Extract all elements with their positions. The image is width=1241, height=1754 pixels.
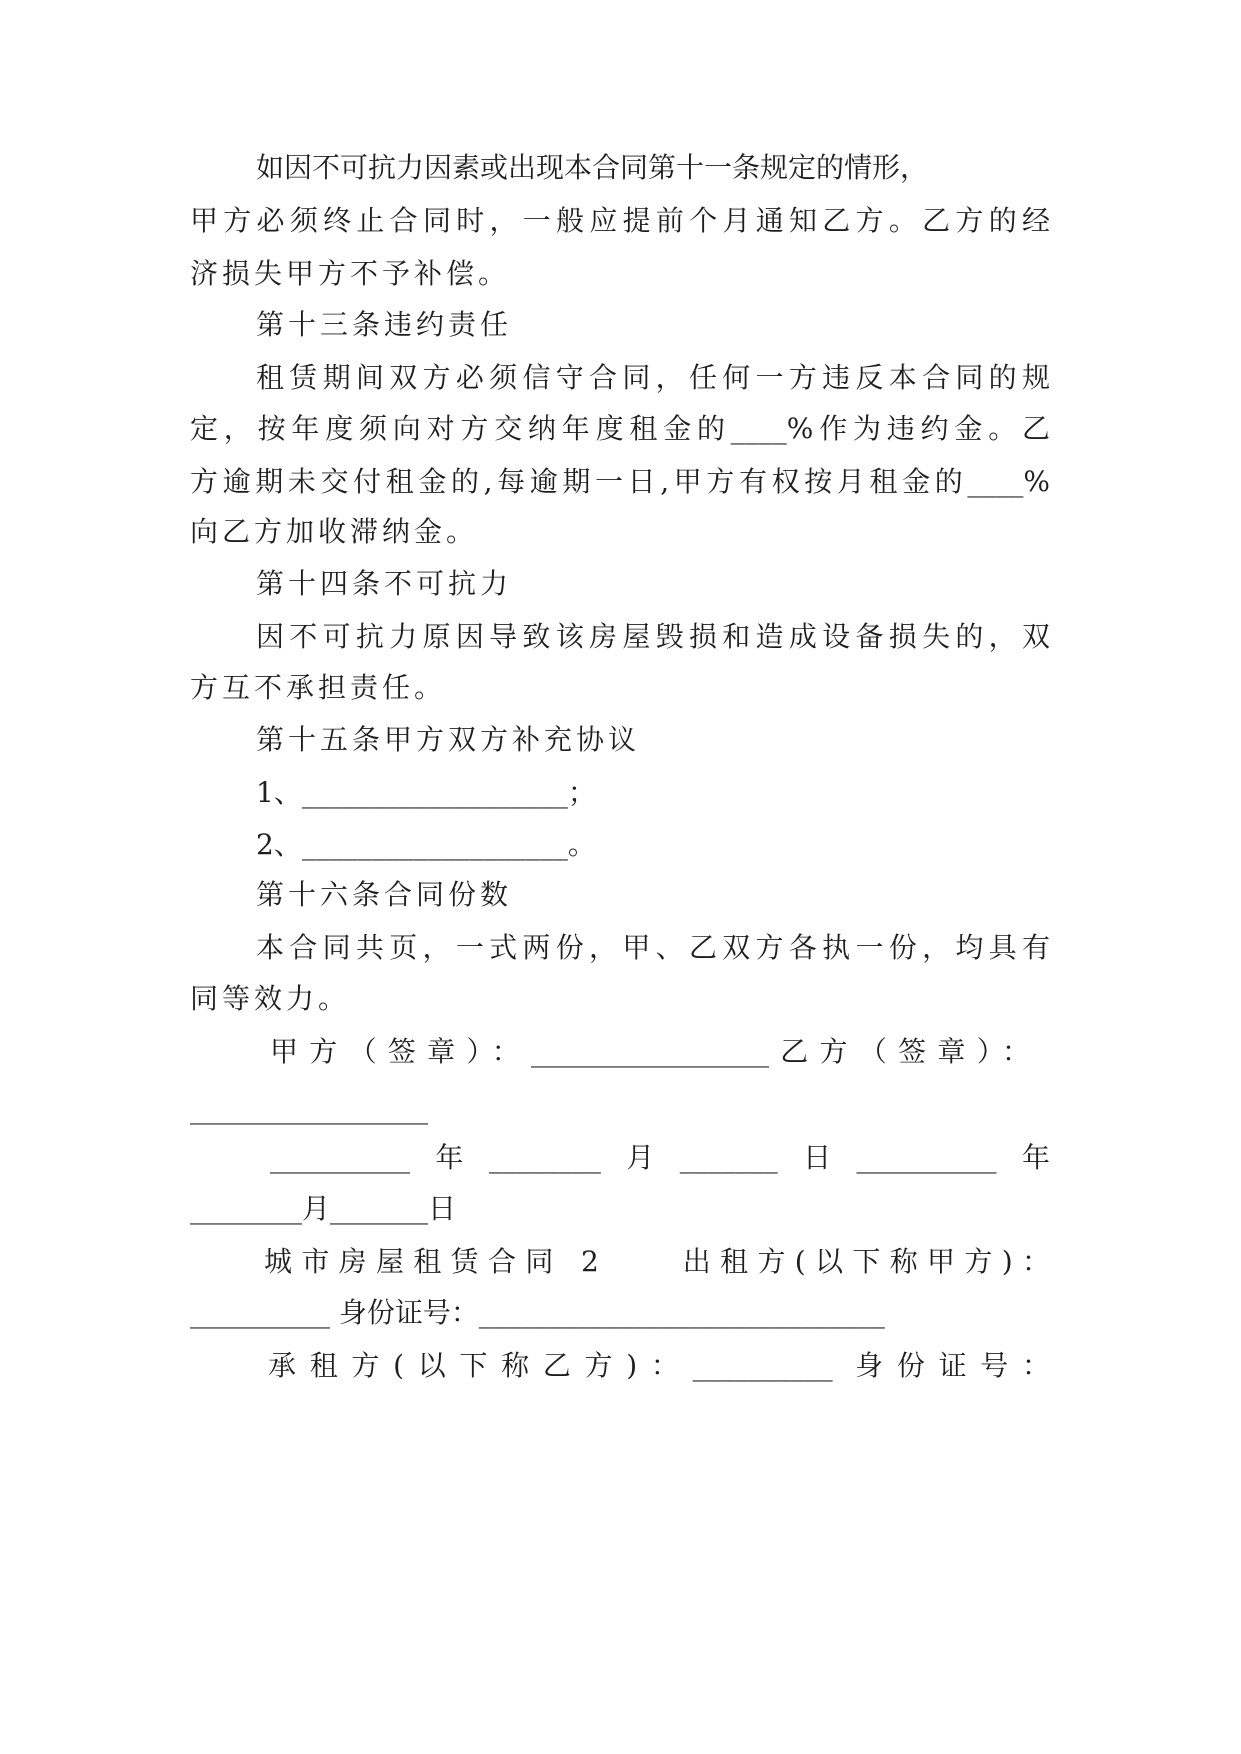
date-line: __________年________月_______日__________年 — [270, 1141, 1050, 1174]
paragraph-line: 同等效力。 — [190, 982, 351, 1015]
paragraph-line: 定，按年度须向对方交纳年度租金的____%作为违约金。乙 — [190, 412, 1050, 445]
tenant-line: 承租方(以下称乙方)：__________ 身份证号： — [268, 1349, 1050, 1382]
clause-heading: 第十六条合同份数 — [256, 878, 513, 911]
clause-heading: 第十三条违约责任 — [256, 308, 513, 341]
list-item: 1、___________________； — [256, 776, 596, 809]
paragraph-line: 济损失甲方不予补偿。 — [190, 257, 511, 290]
paragraph-line: 方互不承担责任。 — [190, 671, 447, 704]
paragraph-line: 方逾期未交付租金的,每逾期一日,甲方有权按月租金的____% — [190, 465, 1050, 498]
paragraph-line: 向乙方加收滞纳金。 — [190, 515, 479, 548]
id-number-line: __________ 身份证号：_____________________________ — [190, 1296, 885, 1329]
clause-heading: 第十四条不可抗力 — [256, 567, 513, 600]
paragraph-line: 甲方必须终止合同时，一般应提前个月通知乙方。乙方的经 — [190, 204, 1050, 237]
clause-heading: 第十五条甲方双方补充协议 — [256, 723, 641, 756]
list-item: 2、___________________。 — [256, 828, 596, 861]
contract-title-line: 城市房屋租赁合同 2 出租方(以下称甲方)： — [264, 1245, 1050, 1278]
signature-blank: _________________ — [190, 1092, 428, 1125]
signature-line: 甲方（签章）：_________________乙方（签章）： — [270, 1035, 1030, 1068]
paragraph-line: 本合同共页，一式两份，甲、乙双方各执一份，均具有 — [256, 931, 1050, 964]
paragraph-line: 租赁期间双方必须信守合同，任何一方违反本合同的规 — [256, 361, 1050, 394]
paragraph-line: 如因不可抗力因素或出现本合同第十一条规定的情形， — [256, 151, 929, 184]
date-line: ________月_______日 — [190, 1192, 457, 1225]
paragraph-line: 因不可抗力原因导致该房屋毁损和造成设备损失的，双 — [256, 620, 1050, 653]
